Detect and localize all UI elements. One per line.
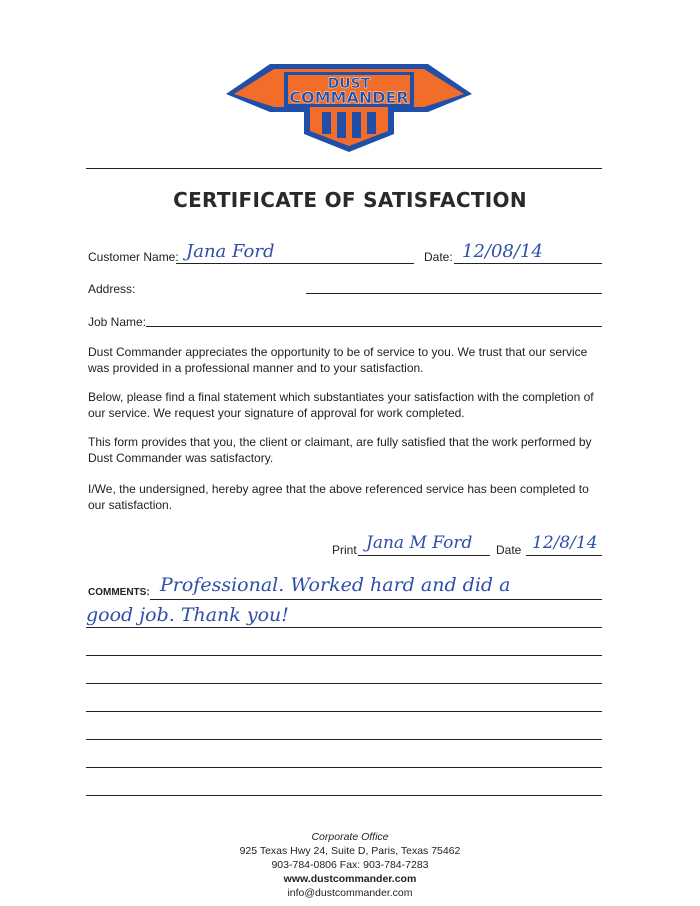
- customer-name-value[interactable]: Jana Ford: [186, 241, 275, 262]
- footer-phones: 903-784-0806 Fax: 903-784-7283: [271, 859, 429, 871]
- paragraph-intro: Dust Commander appreciates the opportunity to be of service to you. We trust that our service was provided in a professional manner and to your satisfaction.: [88, 345, 588, 375]
- comments-line-3[interactable]: [86, 655, 602, 656]
- comments-line-2: [86, 627, 602, 628]
- paragraph-statement: Below, please find a final statement which substantiates your satisfaction with the completion of our service. We request your signature of approval for work completed.: [88, 390, 594, 420]
- paragraph-form: This form provides that you, the client or claimant, are fully satisfied that the work performed by Dust Commander was satisfactory.: [88, 435, 592, 465]
- footer-office-label: Corporate Office: [311, 831, 389, 843]
- paragraph-agreement: I/We, the undersigned, hereby agree that the above referenced service has been completed to our satisfaction.: [88, 482, 589, 512]
- comments-label: COMMENTS:: [88, 587, 150, 598]
- comments-line-8[interactable]: [86, 795, 602, 796]
- logo-text-dust: DUST: [327, 76, 371, 92]
- dust-commander-logo: [226, 52, 472, 152]
- job-name-label: Job Name:: [88, 315, 147, 329]
- footer-website[interactable]: www.dustcommander.com: [283, 873, 417, 885]
- comments-line-1: [150, 599, 602, 600]
- signature-date-value[interactable]: 12/8/14: [532, 533, 598, 553]
- address-label: Address:: [88, 282, 136, 296]
- customer-name-label: Customer Name:: [88, 250, 179, 264]
- print-value[interactable]: Jana M Ford: [366, 533, 473, 553]
- customer-name-line: [176, 263, 414, 264]
- job-name-line[interactable]: [146, 326, 602, 327]
- logo-text-commander: COMMANDER: [289, 88, 409, 107]
- comments-line-6[interactable]: [86, 739, 602, 740]
- comments-text-line-1[interactable]: Professional. Worked hard and did a: [160, 574, 511, 596]
- footer-address: 925 Texas Hwy 24, Suite D, Paris, Texas 75462: [239, 845, 461, 857]
- date-line: [454, 263, 602, 264]
- date-label: Date:: [424, 250, 453, 264]
- comments-line-4[interactable]: [86, 683, 602, 684]
- footer-email[interactable]: info@dustcommander.com: [287, 887, 413, 899]
- comments-line-5[interactable]: [86, 711, 602, 712]
- comments-line-7[interactable]: [86, 767, 602, 768]
- comments-text-line-2[interactable]: good job. Thank you!: [86, 604, 289, 626]
- signature-date-label: Date: [496, 543, 522, 557]
- print-line: [358, 555, 490, 556]
- header-divider: [86, 168, 602, 169]
- print-label: Print: [332, 543, 357, 557]
- footer: [0, 830, 700, 900]
- signature-date-line: [526, 555, 602, 556]
- date-value[interactable]: 12/08/14: [462, 241, 543, 262]
- page-title: CERTIFICATE OF SATISFACTION: [173, 188, 527, 212]
- address-line[interactable]: [306, 293, 602, 294]
